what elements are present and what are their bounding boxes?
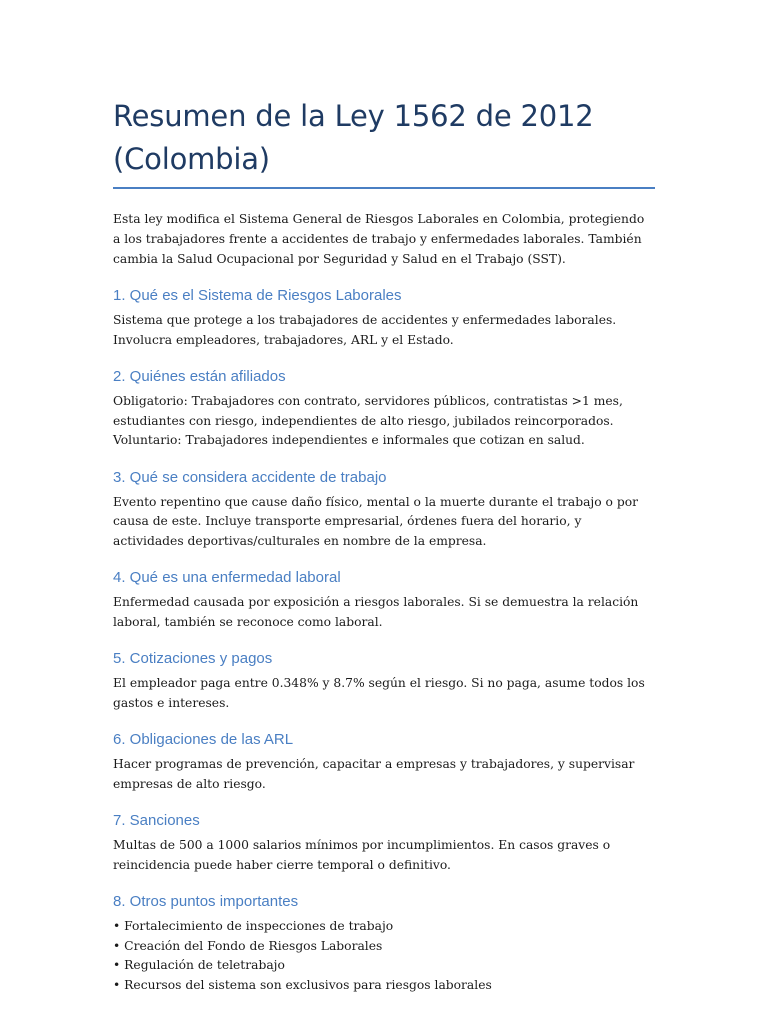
title-divider bbox=[113, 187, 655, 189]
section-heading bbox=[113, 350, 655, 392]
list-item: • Regulación de teletrabajo bbox=[113, 956, 655, 976]
section-heading bbox=[113, 451, 655, 493]
intro-paragraph: Esta ley modifica el Sistema General de Riesgos Laborales en Colombia, protegiendo a los trabajadores frente a accidentes de trabajo y enfermedades laborales. También cambia la Salud Ocupacional por Seguridad y Salud en el Trabajo (SST). bbox=[113, 212, 645, 266]
section-1 bbox=[113, 269, 655, 350]
section-body: Evento repentino que cause daño físico, mental o la muerte durante el trabajo o por causa de este. Incluye transporte empresarial, órdenes fuera del horario, y actividades deportivas/culturales en nombre de la empresa. bbox=[113, 494, 639, 548]
section-heading-text: 7. Sanciones bbox=[113, 812, 200, 829]
section-heading bbox=[113, 713, 655, 755]
document-page bbox=[113, 0, 655, 995]
section-heading bbox=[113, 794, 655, 836]
section-heading-text: 3. Qué se considera accidente de trabajo bbox=[113, 468, 387, 486]
section-heading bbox=[113, 269, 655, 311]
bullet-list bbox=[113, 917, 655, 995]
list-item: • Recursos del sistema son exclusivos para riesgos laborales bbox=[113, 976, 655, 996]
section-7 bbox=[113, 794, 655, 875]
section-heading-text: 2. Quiénes están afiliados bbox=[113, 368, 286, 385]
section-heading-text: 6. Obligaciones de las ARL bbox=[113, 731, 294, 748]
section-body: Hacer programas de prevención, capacitar a empresas y trabajadores, y supervisar empresas de alto riesgo. bbox=[113, 757, 635, 791]
section-body: El empleador paga entre 0.348% y 8.7% según el riesgo. Si no paga, asume todos los gastos e intereses. bbox=[113, 676, 645, 710]
section-heading bbox=[113, 875, 655, 917]
section-body: Multas de 500 a 1000 salarios mínimos por incumplimientos. En casos graves o reincidencia puede haber cierre temporal o definitivo. bbox=[113, 838, 611, 872]
list-item: • Creación del Fondo de Riesgos Laborales bbox=[113, 937, 655, 957]
section-2 bbox=[113, 350, 655, 451]
document-title: Resumen de la Ley 1562 de 2012 (Colombia) bbox=[113, 99, 594, 176]
section-heading-text: 1. Qué es el Sistema de Riesgos Laborales bbox=[113, 287, 402, 304]
section-heading bbox=[113, 551, 655, 593]
section-4 bbox=[113, 551, 655, 632]
section-heading-text: 4. Qué es una enfermedad laboral bbox=[113, 569, 341, 586]
section-6 bbox=[113, 713, 655, 794]
section-body: Enfermedad causada por exposición a riesgos laborales. Si se demuestra la relación laboral, también se reconoce como laboral. bbox=[113, 595, 639, 629]
section-body: Sistema que protege a los trabajadores de accidentes y enfermedades laborales. Involucra empleadores, trabajadores, ARL y el Estado. bbox=[113, 313, 617, 347]
section-heading bbox=[113, 632, 655, 674]
section-8 bbox=[113, 875, 655, 995]
section-3 bbox=[113, 451, 655, 552]
section-heading-text: 8. Otros puntos importantes bbox=[113, 893, 299, 910]
section-body: Obligatorio: Trabajadores con contrato, servidores públicos, contratistas >1 mes, estudiantes con riesgo, independientes de alto riesgo, jubilados reincorporados. Voluntario: Trabajadores independientes e informales que cotizan en salud. bbox=[113, 394, 623, 447]
list-item: • Fortalecimiento de inspecciones de trabajo bbox=[113, 917, 655, 937]
section-5 bbox=[113, 632, 655, 713]
section-heading-text: 5. Cotizaciones y pagos bbox=[113, 650, 273, 667]
